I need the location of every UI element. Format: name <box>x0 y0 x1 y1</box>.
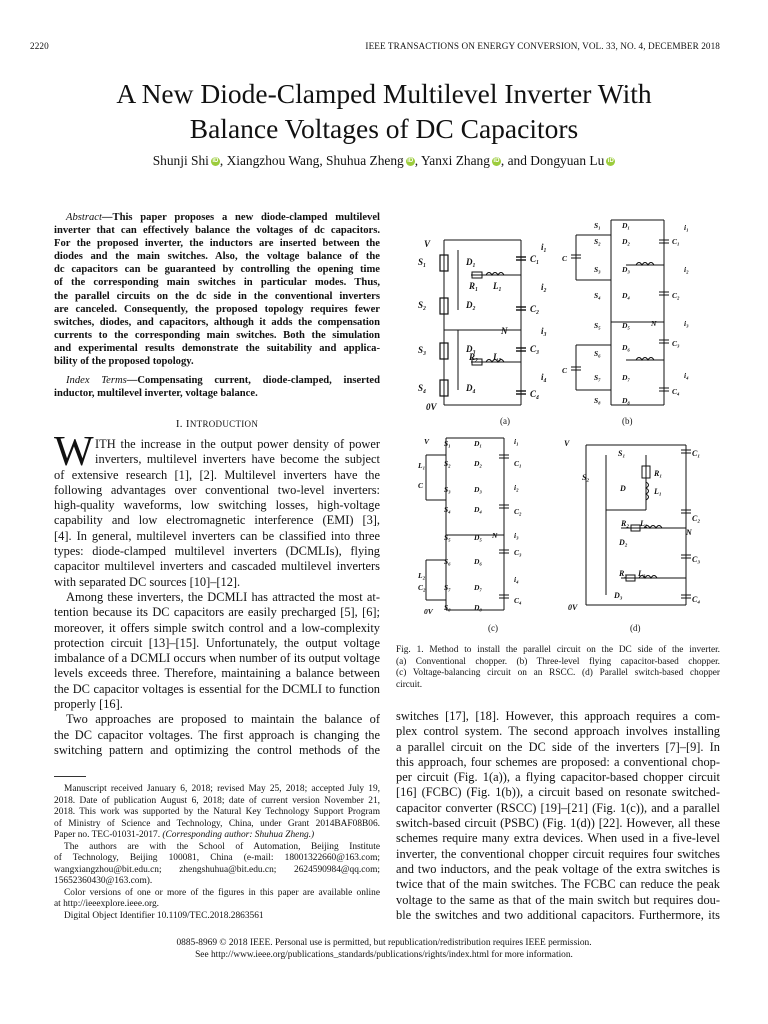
author-text: Shunji Shi <box>152 153 209 168</box>
svg-text:i₂: i₂ <box>541 282 547 292</box>
body-line: Two approaches are proposed to maintain the balance of <box>66 712 380 727</box>
index-terms-line: Index Terms—Compensating current, diode-clamped, inserted <box>66 375 380 386</box>
svg-text:D₃: D₃ <box>622 265 631 274</box>
svg-text:C₂: C₂ <box>514 507 522 516</box>
svg-text:i₄: i₄ <box>684 371 689 380</box>
orcid-icon[interactable]: iD <box>212 158 219 164</box>
copyright-line: 0885-8969 © 2018 IEEE. Personal use is permitted, but republication/redistribution requires IEEE permission. <box>176 938 592 948</box>
figure-caption <box>396 645 720 691</box>
footnote-line: Manuscript received January 6, 2018; revised May 25, 2018; accepted July 19, <box>64 784 380 794</box>
abstract-line: bility of the proposed topology. <box>54 356 194 368</box>
svg-text:S₄: S₄ <box>444 505 451 514</box>
body-line: with separated DC sources [10]–[12]. <box>54 574 241 589</box>
body-line: ITH the increase in the output power density of power <box>95 437 380 451</box>
svg-text:L₁: L₁ <box>418 461 426 470</box>
body-line: tention because its DC capacitors are easily precharged [5], [6]; <box>54 605 380 620</box>
svg-text:R₁: R₁ <box>469 281 479 291</box>
svg-text:i₁: i₁ <box>514 437 519 446</box>
svg-text:S₅: S₅ <box>444 533 451 542</box>
copyright-notice <box>30 938 738 961</box>
panel-c-circuit <box>426 438 509 610</box>
svg-text:L₂: L₂ <box>640 519 648 528</box>
svg-text:D₂: D₂ <box>622 237 631 246</box>
svg-text:D₁: D₁ <box>474 439 483 448</box>
svg-text:D₂: D₂ <box>474 459 483 468</box>
svg-text:i₃: i₃ <box>684 319 689 328</box>
body-line: voltage to the same as that of the main switch but requires dou- <box>396 892 720 907</box>
footnote-line: 2018. Date of publication August 6, 2018; date of current version November 21, <box>54 795 380 806</box>
body-line: protection circuit [13]–[15]. Unfortunately, the output voltage <box>54 635 380 650</box>
svg-text:S₃: S₃ <box>444 485 451 494</box>
svg-text:i₄: i₄ <box>514 575 519 584</box>
paper-title <box>30 76 738 146</box>
index-terms-line: inductor, multilevel inverter, voltage balance. <box>54 388 258 400</box>
svg-text:C₃: C₃ <box>514 548 522 557</box>
orcid-icon[interactable]: iD <box>493 158 500 164</box>
svg-text:S₂: S₂ <box>582 473 590 482</box>
svg-text:0V: 0V <box>424 607 433 616</box>
svg-text:S₂: S₂ <box>418 300 427 310</box>
body-line: capacitor converter (RSCC) [19]–[21] (Fig. 1(c)), and a parallel <box>396 800 720 815</box>
right-body <box>396 709 720 923</box>
body-line: levels exceeds three. Therefore, maintaining a balance between <box>54 666 380 681</box>
caption-line: circuit. <box>396 679 423 690</box>
svg-text:L₂: L₂ <box>418 571 426 580</box>
footnote-line: at http://ieeexplore.ieee.org. <box>54 899 159 909</box>
svg-text:V: V <box>424 239 431 249</box>
svg-text:C₂: C₂ <box>672 291 680 300</box>
svg-text:N: N <box>686 528 692 537</box>
svg-text:N: N <box>651 319 657 328</box>
svg-text:C₃: C₃ <box>692 555 701 564</box>
abstract-line: For the proposed inverter, the inductors are inserted between the <box>54 238 380 250</box>
svg-text:i₃: i₃ <box>514 531 519 540</box>
svg-text:D₃: D₃ <box>614 591 623 600</box>
svg-text:S₇: S₇ <box>594 373 601 382</box>
panel-label: (d) <box>630 623 641 633</box>
body-line: of extensive research [1], [2]. Multilevel inverters have the <box>54 467 380 482</box>
body-line: capability and low electromagnetic interference (EMI) [3], <box>54 513 380 528</box>
body-line: twice that of the main switches. The FCBC can reduce the peak <box>396 877 720 892</box>
svg-text:i₄: i₄ <box>541 372 547 382</box>
abstract-line: switches, diodes, and capacitors, although it adds the compensation <box>54 316 380 328</box>
panel-label: (c) <box>488 623 498 633</box>
svg-text:V: V <box>564 439 570 448</box>
body-line: this approach, four schemes are proposed: a conventional chop- <box>396 754 720 769</box>
caption-line: (c) Voltage-balancing circuit on an RSCC. (d) Parallel switch-based chopper <box>396 668 720 678</box>
abstract-line: diodes and the main switches. Also, the voltage balance of the <box>54 251 380 263</box>
svg-text:L₁: L₁ <box>654 487 662 496</box>
svg-text:S₈: S₈ <box>594 396 601 405</box>
body-line: switches [17], [18]. However, this approach requires a com- <box>396 709 720 723</box>
body-line: inverters, multilevel inverters have become the subject <box>95 452 380 467</box>
svg-text:D₅: D₅ <box>622 321 631 330</box>
author-text: , Xiangzhou Wang, Shuhua Zheng <box>219 153 404 168</box>
orcid-icon[interactable]: iD <box>607 158 614 164</box>
body-line: high-quality waveforms, low switching losses, high-voltage <box>54 498 380 513</box>
author-text: , and Dongyuan Lu <box>500 153 605 168</box>
svg-text:S₃: S₃ <box>418 345 427 355</box>
svg-text:S₇: S₇ <box>444 583 451 592</box>
index-terms <box>54 374 380 400</box>
footnote-line: Color versions of one or more of the figures in this paper are available online <box>64 887 380 898</box>
svg-text:C₁: C₁ <box>692 449 701 458</box>
svg-text:D₂: D₂ <box>466 300 476 310</box>
svg-text:S₆: S₆ <box>444 557 451 566</box>
svg-text:D₄: D₄ <box>622 291 631 300</box>
svg-text:S₄: S₄ <box>418 383 427 393</box>
svg-text:S₄: S₄ <box>594 291 601 300</box>
svg-text:C₄: C₄ <box>672 387 680 396</box>
panel-b-circuit <box>571 220 669 405</box>
abstract-line: Abstract—This paper proposes a new diode-clamped multilevel <box>66 212 380 223</box>
svg-text:C₃: C₃ <box>530 344 540 354</box>
title-line-1: A New Diode-Clamped Multilevel Inverter With <box>116 78 652 109</box>
title-line-2: Balance Voltages of DC Capacitors <box>189 113 579 144</box>
body-line: [4]. In general, multilevel inverters can be classified into three <box>54 528 380 543</box>
svg-text:V: V <box>424 437 430 446</box>
abstract-line: are canceled. Consequently, the proposed topology requires fewer <box>54 303 380 315</box>
svg-text:D: D <box>620 484 626 493</box>
body-line: switch-based circuit (PSBC) (Fig. 1(d)) [22]. However, all these <box>396 816 720 831</box>
svg-text:C: C <box>562 254 568 263</box>
svg-text:D₁: D₁ <box>622 221 631 230</box>
svg-text:0V: 0V <box>568 603 578 612</box>
svg-text:D₄: D₄ <box>466 383 476 393</box>
page-number: 2220 <box>30 41 49 51</box>
svg-text:C₂: C₂ <box>692 514 701 523</box>
section-heading: I. INTRODUCTION <box>175 418 259 430</box>
caption-line: (a) Conventional chopper. (b) Three-level flying capacitor-based chopper. <box>396 656 720 667</box>
footnotes <box>54 784 380 922</box>
abstract-line: of the corresponding main switches in particular modes. Thus, <box>54 277 380 289</box>
svg-text:D₄: D₄ <box>474 505 483 514</box>
svg-text:D₃: D₃ <box>474 485 483 494</box>
abstract-line: the parallel circuits on the dc side in the conventional inverters <box>54 290 380 302</box>
abstract-line: and experimental results demonstrate the suitability and applica- <box>54 342 380 354</box>
orcid-icon[interactable]: iD <box>407 158 414 164</box>
body-line: capacitor multilevel inverters and cascaded multilevel inverters <box>54 559 380 574</box>
footnote-line: The authors are with the School of Automation, Beijing Institute <box>64 841 380 852</box>
svg-text:C₄: C₄ <box>530 389 540 399</box>
svg-text:R₃: R₃ <box>619 569 628 578</box>
body-line: ble the switches and two additional capacitors. Furthermore, its <box>396 907 720 922</box>
svg-text:D₂: D₂ <box>619 538 628 547</box>
svg-text:S₅: S₅ <box>594 321 601 330</box>
svg-text:S₂: S₂ <box>444 459 451 468</box>
svg-text:i₁: i₁ <box>541 242 547 252</box>
body-line: types: diode-clamped multilevel inverters (DCMLIs), flying <box>54 544 380 559</box>
author-list <box>30 153 738 169</box>
svg-text:R₂: R₂ <box>621 519 630 528</box>
svg-text:C: C <box>418 481 424 490</box>
svg-text:D₈: D₈ <box>622 396 631 405</box>
footnote-rule <box>54 776 86 777</box>
body-line: plex control system. The second approach involves installing <box>396 724 720 739</box>
svg-text:D₇: D₇ <box>622 373 631 382</box>
footnote-line: of Technology, Beijing 100081, China (e-mail: 18001322660@163.com; <box>54 853 380 863</box>
svg-text:S₁: S₁ <box>618 449 626 458</box>
svg-text:D₆: D₆ <box>622 343 631 352</box>
svg-text:C₂: C₂ <box>418 583 426 592</box>
author-text: , Yanxi Zhang <box>414 153 490 168</box>
svg-text:0V: 0V <box>426 402 437 412</box>
body-line: the DC capacitor voltages is essential for the DCMLI to function <box>54 681 380 696</box>
svg-text:L₂: L₂ <box>493 352 502 362</box>
abstract-line: inverter that can effectively balance the voltages of dc capacitors. <box>54 225 380 237</box>
abstract-line: currents to the corresponding main switches. Both the simulation <box>54 329 380 341</box>
panel-label: (a) <box>500 416 510 426</box>
svg-text:R₁: R₁ <box>654 469 663 478</box>
svg-text:C₁: C₁ <box>530 254 540 264</box>
footnote-line: of Ministry of Science and Technology, China, under Grant 2014BAF08B06. <box>54 818 380 829</box>
body-line: imbalance of a DCMLI occurs when number of its output voltage <box>54 651 380 666</box>
svg-text:D₅: D₅ <box>474 533 483 542</box>
body-line: inverter, the conventional chopper circuit requires four switches <box>396 846 720 861</box>
svg-text:S₃: S₃ <box>594 265 601 274</box>
svg-text:C₁: C₁ <box>672 237 680 246</box>
svg-text:C₃: C₃ <box>672 339 680 348</box>
body-line: [16] (FCBC) (Fig. 1(b)), a circuit based on resonate switched- <box>396 785 720 800</box>
svg-text:R₂: R₂ <box>469 352 479 362</box>
svg-text:D₃: D₃ <box>466 344 476 354</box>
body-line: following advantages over conventional two-level inverters: <box>54 482 380 497</box>
svg-text:i₁: i₁ <box>684 223 689 232</box>
footnote-line: 2018. This work was supported by the Natural Key Technology Support Program <box>54 807 380 817</box>
svg-text:D₇: D₇ <box>474 583 483 592</box>
svg-text:L₁: L₁ <box>493 281 502 291</box>
abstract <box>54 211 380 368</box>
body-line: moreover, it offers simple switch control and a low-complexity <box>54 620 380 635</box>
footnote-line: 15652360430@163.com). <box>54 876 153 886</box>
body-line: the DC capacitor voltages. The first approach is changing the <box>54 727 380 742</box>
abstract-line: dc capacitors can be guaranteed by controlling the opening time <box>54 264 380 276</box>
svg-text:C: C <box>562 366 568 375</box>
svg-text:C₂: C₂ <box>530 304 540 314</box>
figure-1 <box>396 210 720 640</box>
body-line: switching pattern and optimizing the control methods of the <box>54 742 380 757</box>
footnote-line: Paper no. TEC-01031-2017. (Corresponding author: Shuhua Zheng.) <box>54 830 315 840</box>
body-line: schemes require many extra devices. When used in a five-level <box>396 831 720 846</box>
footnote-line: Digital Object Identifier 10.1109/TEC.2018.2863561 <box>64 910 264 921</box>
panel-a-circuit <box>440 240 526 405</box>
body-line: properly [16]. <box>54 697 123 712</box>
svg-text:C₄: C₄ <box>514 596 522 605</box>
copyright-line: See http://www.ieee.org/publications_standards/publications/rights/index.html for more information. <box>195 949 573 960</box>
body-line: a parallel circuit on the DC side of the inverters [7]–[9]. In <box>396 739 720 754</box>
svg-text:S₁: S₁ <box>594 221 601 230</box>
svg-text:L₃: L₃ <box>638 569 646 578</box>
body-line: per circuit (Fig. 1(a)), a flying capacitor-based chopper circuit <box>396 770 720 785</box>
intro-body <box>54 429 380 758</box>
svg-text:S₁: S₁ <box>444 439 451 448</box>
svg-text:D₁: D₁ <box>466 257 476 267</box>
svg-text:C₄: C₄ <box>692 595 701 604</box>
svg-text:i₂: i₂ <box>684 265 689 274</box>
body-line: and two inductors, and the peak voltage of the extra switches is <box>396 861 720 876</box>
svg-text:S₂: S₂ <box>594 237 601 246</box>
body-line: Among these inverters, the DCMLI has attracted the most at- <box>66 589 380 604</box>
svg-text:N: N <box>492 531 498 540</box>
svg-text:D₈: D₈ <box>474 603 483 612</box>
svg-text:i₂: i₂ <box>514 483 519 492</box>
drop-cap: W <box>54 429 94 475</box>
svg-text:S₆: S₆ <box>594 349 601 358</box>
svg-text:i₃: i₃ <box>541 326 547 336</box>
panel-d-circuit <box>586 445 691 605</box>
panel-label: (b) <box>622 416 633 426</box>
svg-text:C₁: C₁ <box>514 459 522 468</box>
svg-text:N: N <box>501 326 508 336</box>
svg-text:S₁: S₁ <box>418 257 427 267</box>
footnote-line: wangxiangzhou@bit.edu.cn; zhengshuhua@bit.edu.cn; 2624590984@qq.com; <box>54 864 380 875</box>
svg-text:D₆: D₆ <box>474 557 483 566</box>
journal-header: IEEE TRANSACTIONS ON ENERGY CONVERSION, VOL. 33, NO. 4, DECEMBER 2018 <box>365 41 720 51</box>
svg-text:S₈: S₈ <box>444 603 451 612</box>
caption-line: Fig. 1. Method to install the parallel circuit on the DC side of the inverter. <box>396 645 720 655</box>
